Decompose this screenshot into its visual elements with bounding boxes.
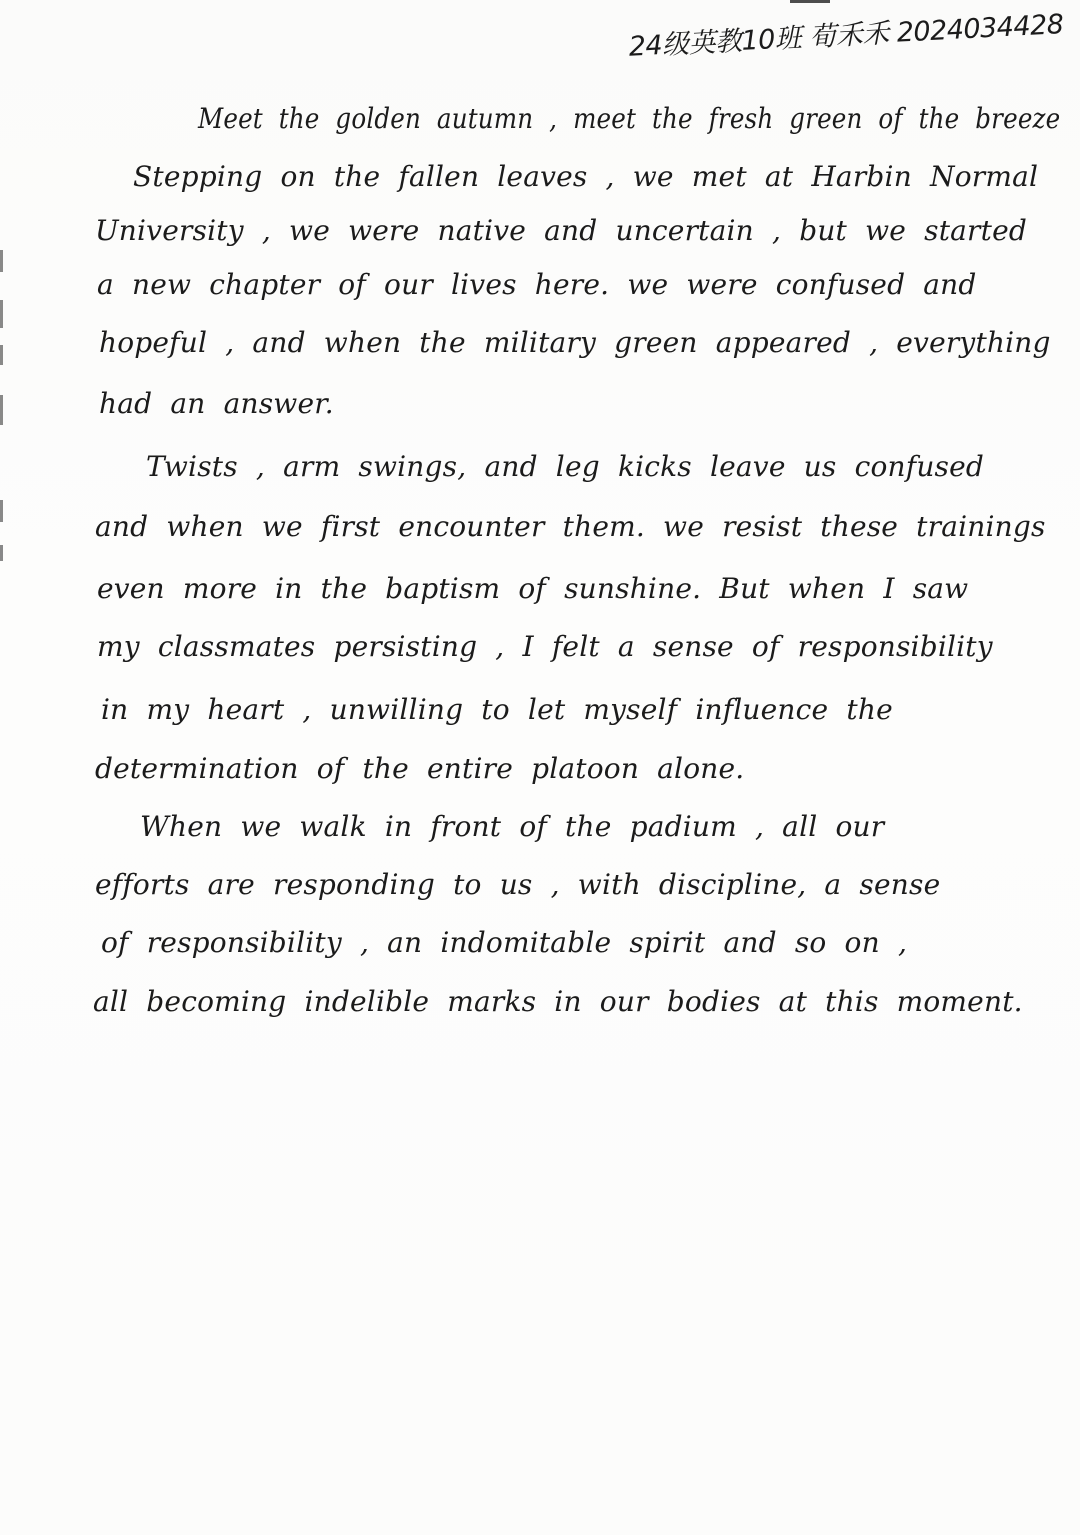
essay-line: hopeful , and when the military green appeared , everything (99, 326, 1051, 359)
student-info-label: 24级英教10班 荀禾禾 2024034428 (627, 8, 1064, 63)
scan-edge-mark (0, 250, 3, 272)
essay-line: a new chapter of our lives here. we were confused and (97, 268, 977, 301)
essay-line: all becoming indelible marks in our bodies at this moment. (93, 985, 1023, 1018)
essay-line: had an answer. (99, 387, 334, 420)
essay-line: When we walk in front of the padium , all our (140, 810, 885, 843)
essay-line: my classmates persisting , I felt a sense of responsibility (97, 630, 993, 663)
essay-line: Twists , arm swings, and leg kicks leave us confused (146, 450, 985, 483)
essay-line: in my heart , unwilling to let myself influence the (101, 693, 893, 726)
scan-edge-mark (0, 345, 3, 365)
essay-line: efforts are responding to us , with discipline, a sense (95, 868, 941, 901)
essay-line: and when we first encounter them. we resist these trainings (95, 510, 1046, 543)
scan-edge-mark (0, 300, 3, 328)
essay-line: determination of the entire platoon alone. (95, 752, 745, 785)
scan-edge-mark (0, 395, 3, 425)
scan-edge-mark (0, 500, 3, 522)
scan-edge-mark (0, 545, 3, 561)
essay-line: Meet the golden autumn , meet the fresh green of the breeze (198, 102, 1061, 135)
essay-line: University , we were native and uncertain , but we started (95, 214, 1027, 247)
essay-line: Stepping on the fallen leaves , we met at Harbin Normal (133, 160, 1039, 193)
essay-line: even more in the baptism of sunshine. But when I saw (97, 572, 969, 605)
essay-line: of responsibility , an indomitable spirit and so on , (101, 926, 908, 959)
header-stroke (790, 0, 830, 3)
